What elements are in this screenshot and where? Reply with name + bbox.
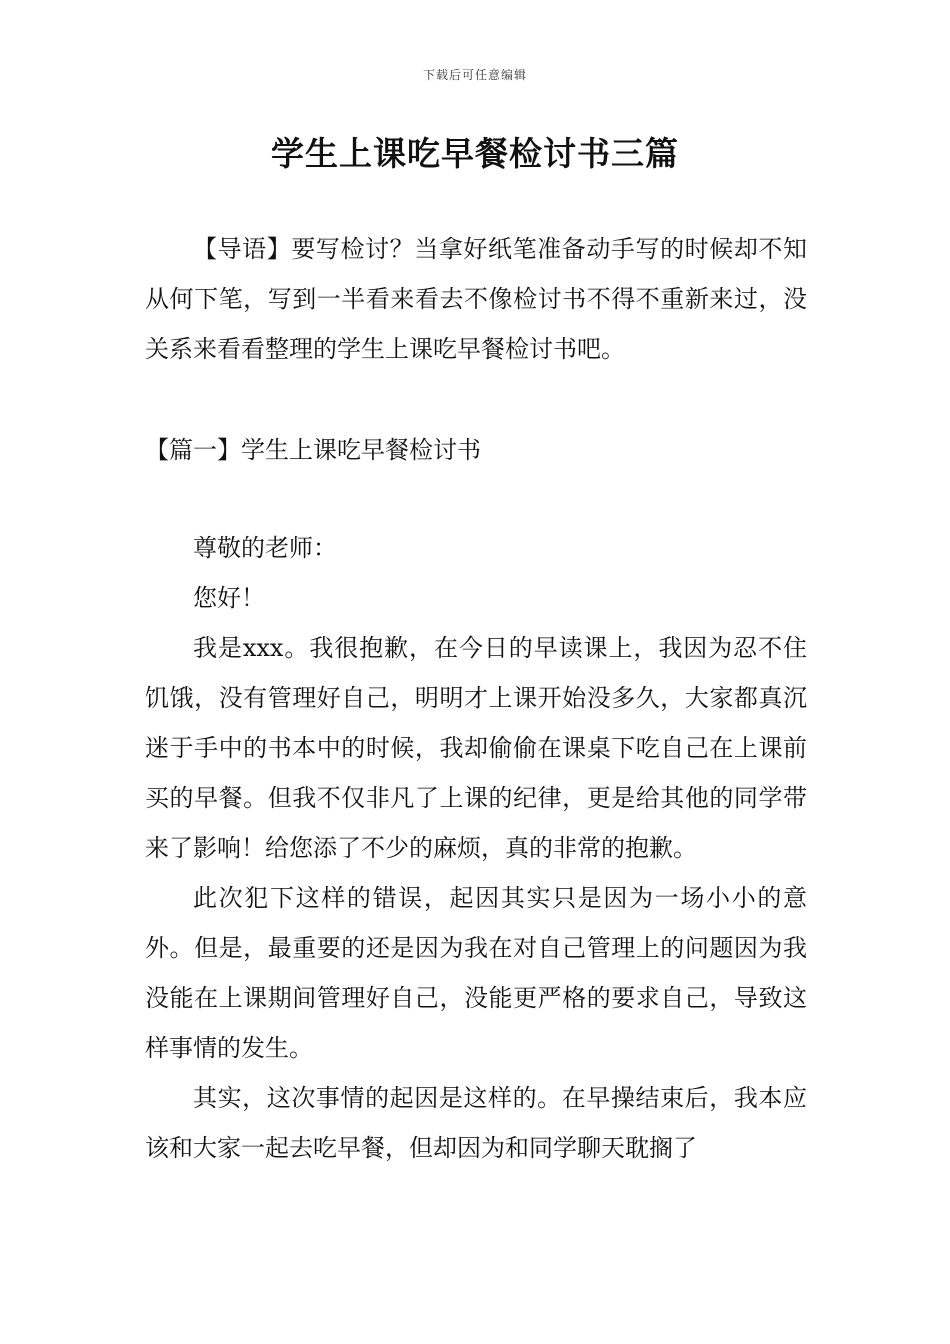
section-heading [145, 425, 807, 475]
letter-paragraph: 此次犯下这样的错误，起因其实只是因为一场小小的意外。但是，最重要的还是因为我在对自己管理上的问题因为我没能在上课期间管理好自己，没能更严格的要求自己，导致这样事情的发生。 [145, 884, 807, 1062]
document-title: 学生上课吃早餐检讨书三篇 [271, 134, 679, 173]
letter-greeting: 您好！ [193, 584, 265, 612]
intro-paragraph [145, 224, 807, 374]
letter-paragraph: 我是xxx。我很抱歉，在今日的早读课上，我因为忍不住饥饿，没有管理好自己，明明才上课开始没多久，大家都真沉迷于手中的书本中的时候，我却偷偷在课桌下吃自己在上课前买的早餐。但我不仅非凡了上课的纪律，更是给其他的同学带来了影响！给您添了不少的麻烦，真的非常的抱歉。 [145, 634, 807, 862]
letter-paragraph: 其实，这次事情的起因是这样的。在早操结束后，我本应该和大家一起去吃早餐，但却因为和同学聊天耽搁了 [145, 1084, 807, 1162]
intro-text: 【导语】要写检讨？当拿好纸笔准备动手写的时候却不知从何下笔，写到一半看来看去不像检讨书不得不重新来过，没关系来看看整理的学生上课吃早餐检讨书吧。 [145, 235, 807, 363]
page-header-note: 下载后可任意编辑 [422, 68, 527, 82]
letter-salutation: 尊敬的老师： [193, 534, 337, 562]
letter-body [145, 523, 807, 1173]
section-heading-text: 【篇一】学生上课吃早餐检讨书 [145, 436, 481, 464]
